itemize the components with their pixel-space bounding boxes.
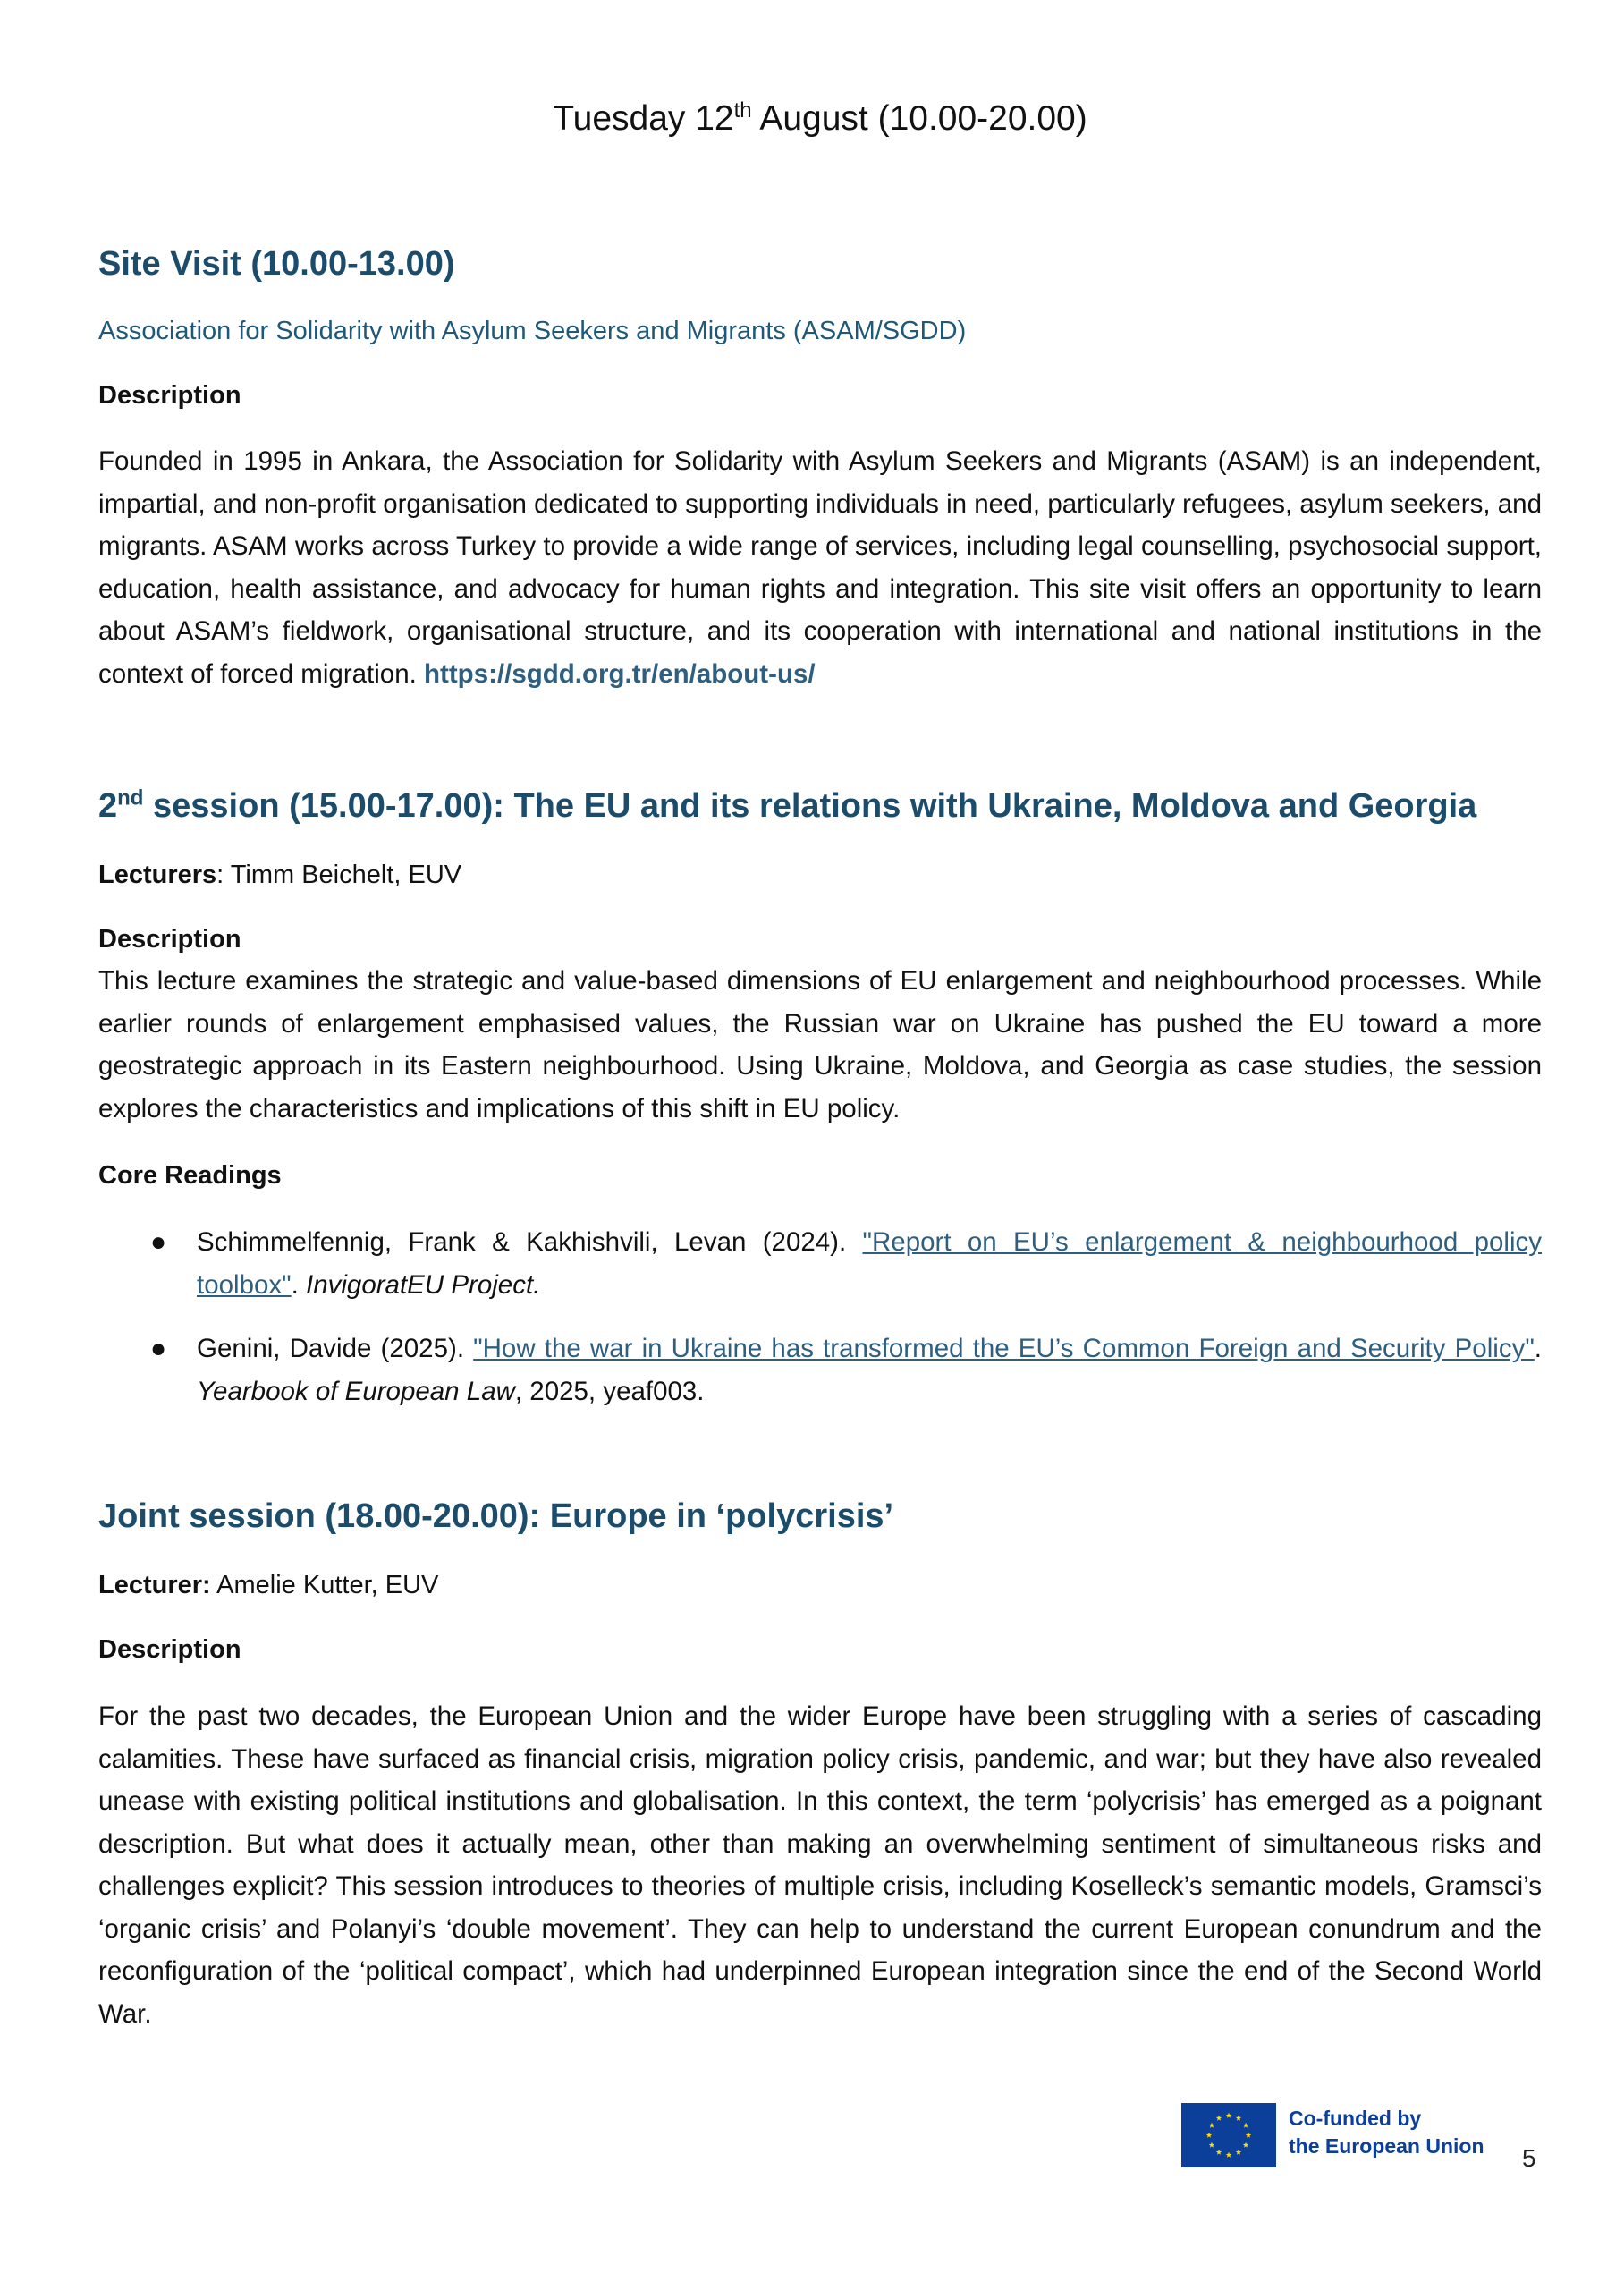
bullet-icon: ● [150,1227,167,1257]
session2-description-label: Description [98,925,241,954]
reading-link-cfsp-ukraine[interactable]: "How the war in Ukraine has transformed the EU’s Common Foreign and Security Policy" [473,1334,1535,1363]
joint-session-description: For the past two decades, the European Union and the wider Europe have been struggling with a series of cascading calamities. These have surfaced as financial crisis, migration policy crisis, pandemic, and war; but they have also revealed unease with existing political institutions and globalisation. In this context, the term ‘polycrisis’ has emerged as a poignant description. But what does it actually mean, other than making an overwhelming sentiment of simultaneous risks and challenges explicit? This session introduces to theories of multiple crisis, including Koselleck’s semantic models, Gramsci’s ‘organic crisis’ and Polanyi’s ‘double movement’. They can help to understand the current European conundrum and the reconfiguration of the ‘political compact’, which had underpinned European integration since the end of the Second World War. [98,1701,1542,2029]
site-visit-description-label: Description [98,381,241,410]
session2-description: This lecture examines the strategic and value-based dimensions of EU enlargement and neighbourhood processes. While earlier rounds of enlargement emphasised values, the Russian war on Ukraine has pushed the EU toward a more geostrategic approach in its Eastern neighbourhood. Using Ukraine, Moldova, and Georgia as case studies, the session explores the characteristics and implications of this shift in EU policy. [98,966,1542,1124]
cofunded-line1: Co-funded by [1289,2107,1422,2130]
reading-item: ● Schimmelfennig, Frank & Kakhishvili, Levan (2024). "Report on EU’s enlargement & neighbourhood policy toolbox". InvigoratEU Project. [197,1221,1542,1306]
session2-heading: 2nd session (15.00-17.00): The EU and its relations with Ukraine, Moldova and Georgia [98,785,1477,825]
reading-link-enlargement-toolbox[interactable]: "Report on EU’s enlargement & neighbourhood policy toolbox" [197,1227,1542,1300]
eu-cofunded-logo [1181,2103,1503,2167]
cofunded-text [1289,2105,1484,2160]
eu-flag-icon [1181,2103,1276,2167]
joint-session-description-label: Description [98,1635,241,1664]
page-number: 5 [1522,2144,1536,2172]
eu-flag-stars [1181,2103,1276,2167]
joint-session-lecturer: Lecturer: Amelie Kutter, EUV [98,1571,439,1599]
day-title: Tuesday 12th August (10.00-20.00) [553,98,1087,138]
session2-lecturers: Lecturers: Timm Beichelt, EUV [98,861,462,889]
site-visit-description: Founded in 1995 in Ankara, the Association for Solidarity with Asylum Seekers and Migrants (ASAM) is an independent, impartial, and non-profit organisation dedicated to supporting individuals in need, particularly refugees, asylum seekers, and migrants. ASAM works across Turkey to provide a wide range of services, including legal counselling, psychosocial support, education, health assistance, and advocacy for human rights and integration. This site visit offers an opportunity to learn about ASAM’s fieldwork, organisational structure, and its cooperation with international and national institutions in the context of forced migration. https://sgdd.org.tr/en/about-us/ [98,446,1542,689]
site-visit-heading: Site Visit (10.00-13.00) [98,245,455,283]
core-readings-label: Core Readings [98,1161,282,1190]
site-visit-organisation: Association for Solidarity with Asylum Seekers and Migrants (ASAM/SGDD) [98,317,967,345]
asam-about-link[interactable]: https://sgdd.org.tr/en/about-us/ [424,658,816,689]
joint-session-heading: Joint session (18.00-20.00): Europe in ‘polycrisis’ [98,1497,894,1535]
reading-item: ● Genini, Davide (2025). "How the war in Ukraine has transformed the EU’s Common Foreign and Security Policy". Yearbook of European Law, 2025, yeaf003. [197,1327,1542,1412]
cofunded-line2: the European Union [1289,2134,1484,2158]
bullet-icon: ● [150,1334,167,1363]
